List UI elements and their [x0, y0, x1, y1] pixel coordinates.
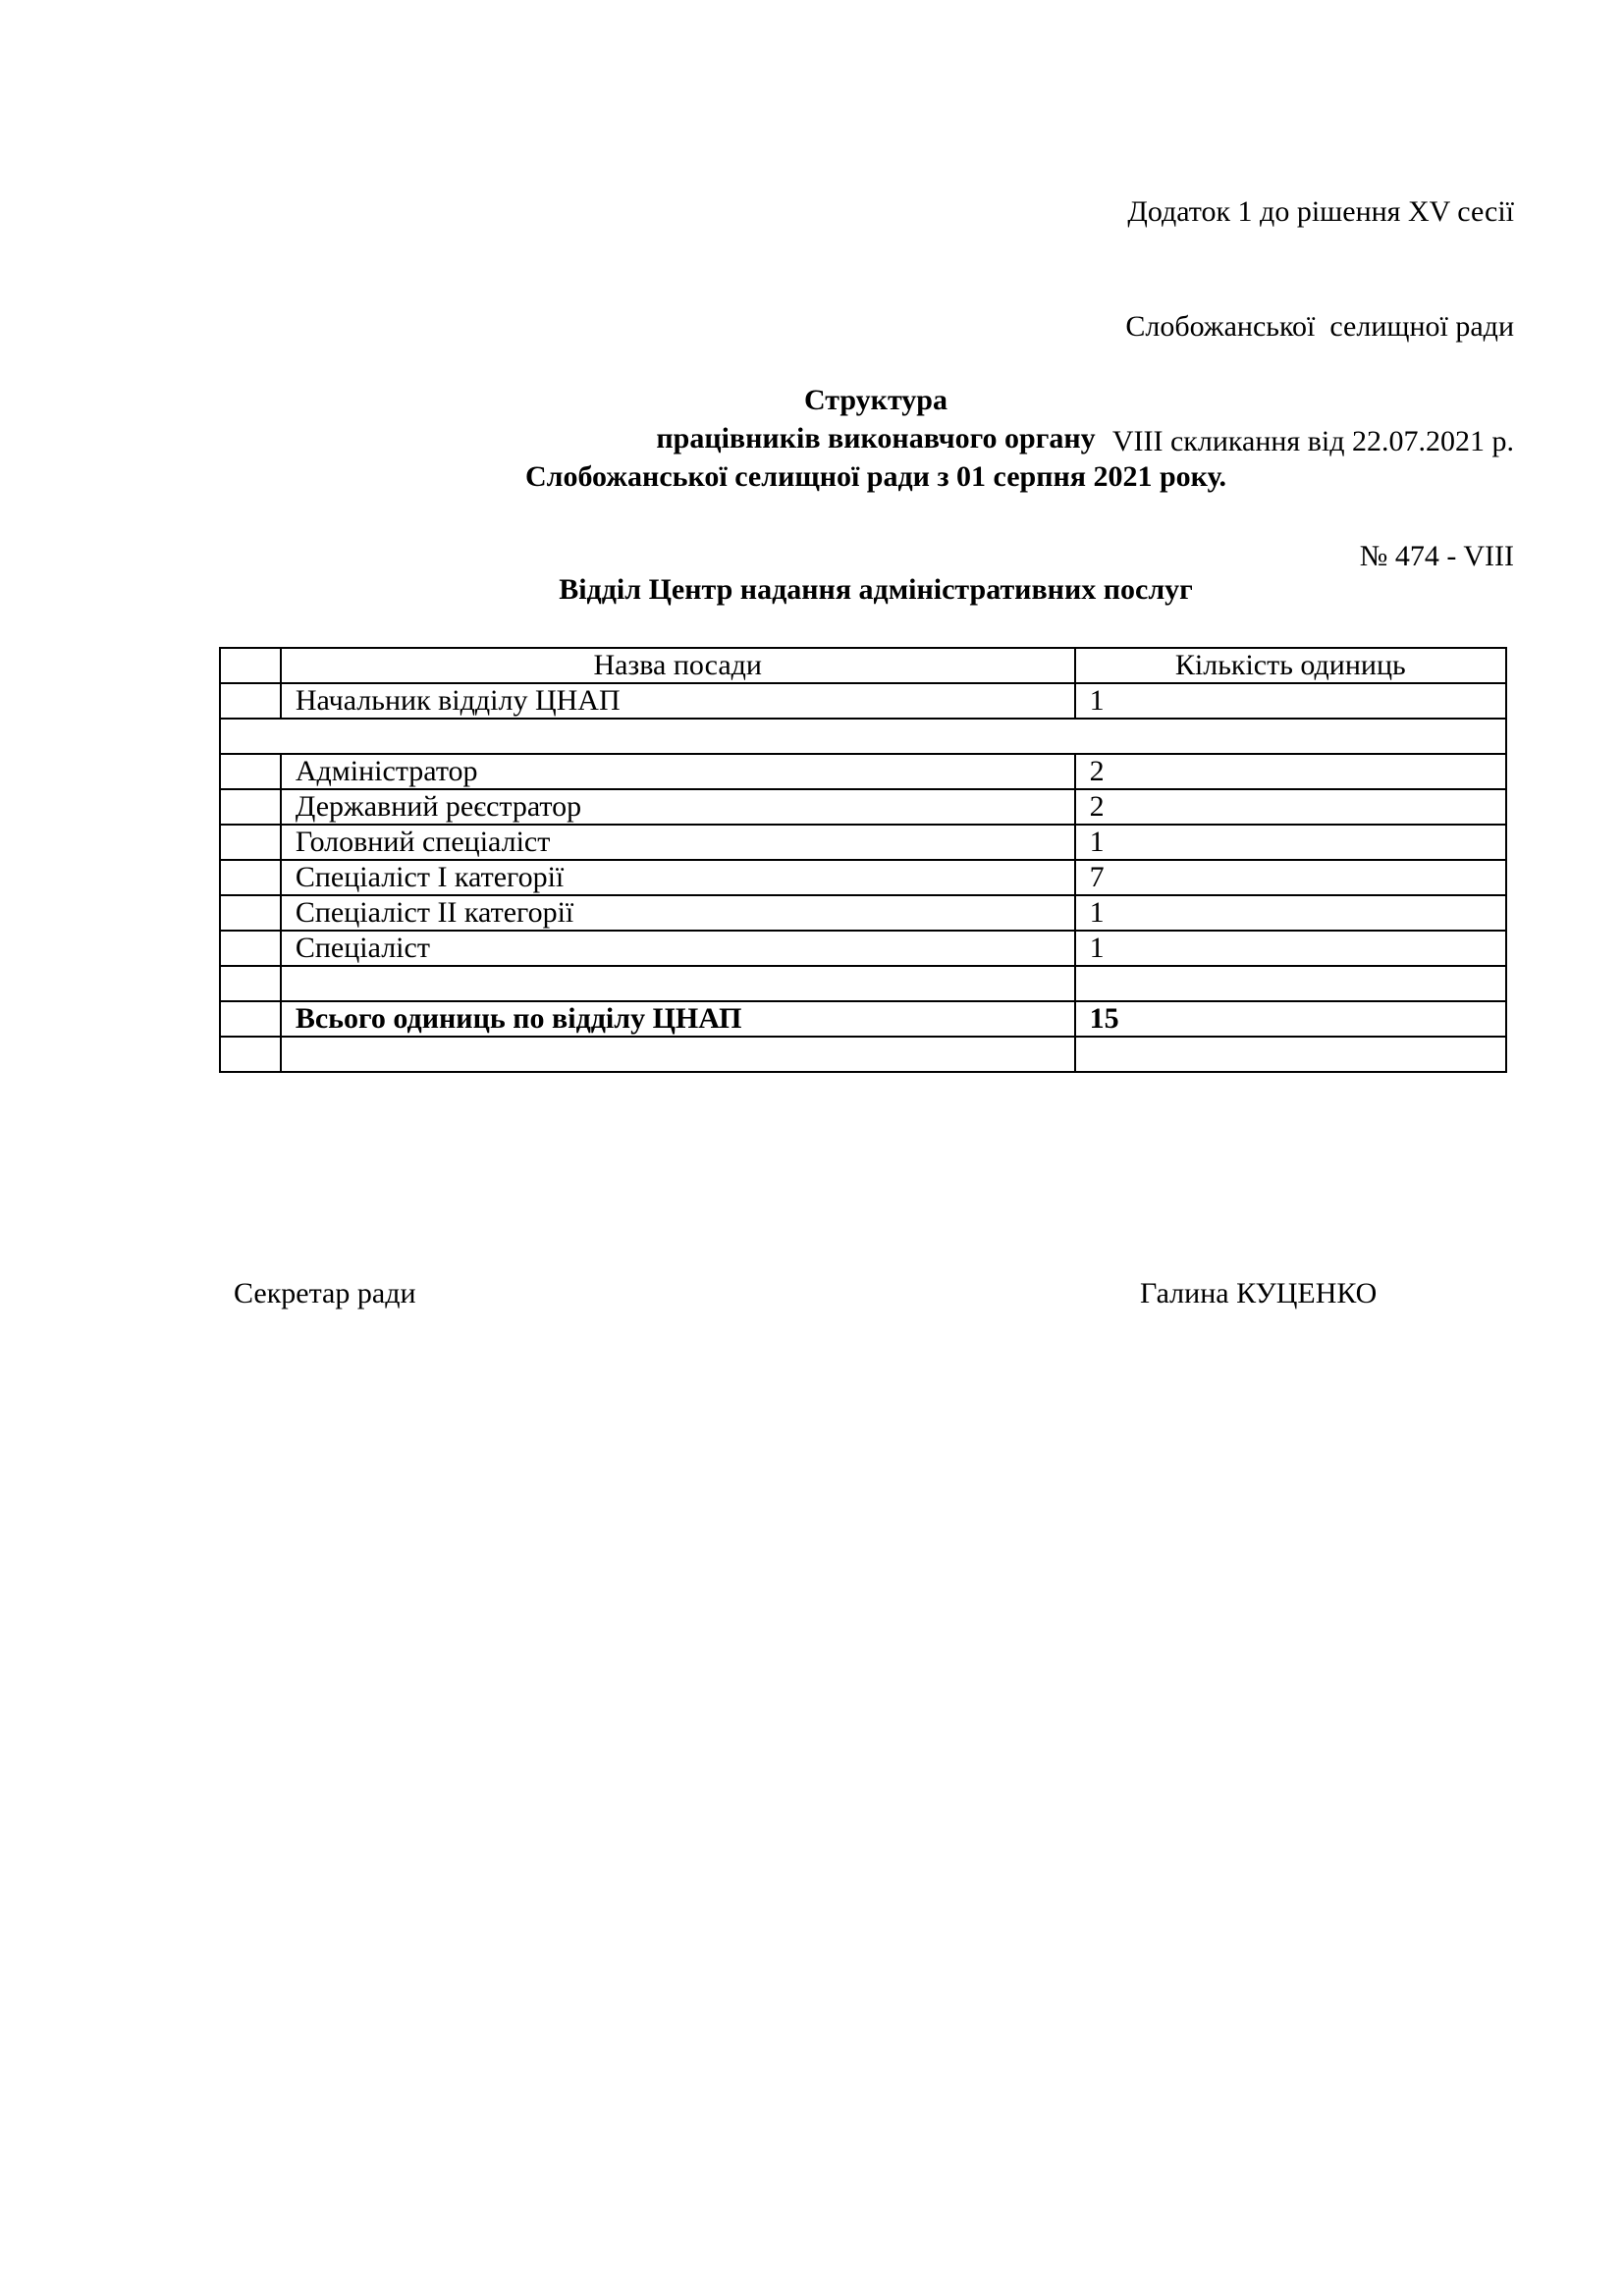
row-num-cell [220, 789, 281, 825]
row-num-cell [220, 860, 281, 895]
table-row [220, 683, 1506, 719]
header-num-cell [220, 648, 281, 683]
row-num-cell [220, 1001, 281, 1037]
row-num-cell [220, 825, 281, 860]
spacer-cell [220, 719, 1506, 754]
row-num-cell [220, 966, 281, 1001]
count-cell [1075, 1037, 1506, 1072]
count-cell: 2 [1075, 789, 1506, 825]
table-row [220, 825, 1506, 860]
row-num-cell [220, 895, 281, 931]
position-cell: Головний спеціаліст [281, 825, 1075, 860]
title-line: працівників виконавчого органу [656, 422, 1096, 454]
count-cell [1075, 966, 1506, 1001]
table-total-row [220, 1001, 1506, 1037]
addendum-line: Слобожанської селищної ради [1125, 310, 1514, 343]
count-cell: 1 [1075, 931, 1506, 966]
title-line: Структура [804, 384, 947, 416]
header-position-cell: Назва посади [281, 648, 1075, 683]
addendum-line: VIII скликання від 22.07.2021 р. [1111, 425, 1514, 457]
table-empty-row [220, 1037, 1506, 1072]
header-count-cell: Кількість одиниць [1075, 648, 1506, 683]
position-cell [281, 966, 1075, 1001]
total-label-cell: Всього одиниць по відділу ЦНАП [281, 1001, 1075, 1037]
position-cell: Начальник відділу ЦНАП [281, 683, 1075, 719]
position-cell [281, 1037, 1075, 1072]
total-count-cell: 15 [1075, 1001, 1506, 1037]
staff-table [219, 647, 1507, 1073]
position-cell: Державний реєстратор [281, 789, 1075, 825]
count-cell: 1 [1075, 825, 1506, 860]
addendum-block [1112, 116, 1514, 614]
table-row [220, 860, 1506, 895]
count-cell: 2 [1075, 754, 1506, 789]
table-row [220, 931, 1506, 966]
row-num-cell [220, 683, 281, 719]
count-cell: 7 [1075, 860, 1506, 895]
count-cell: 1 [1075, 895, 1506, 931]
position-cell: Адміністратор [281, 754, 1075, 789]
signature-role: Секретар ради [234, 1277, 416, 1309]
table-row [220, 754, 1506, 789]
table-row [220, 895, 1506, 931]
table-empty-row [220, 966, 1506, 1001]
row-num-cell [220, 754, 281, 789]
row-num-cell [220, 1037, 281, 1072]
document-title [0, 381, 1624, 496]
position-cell: Спеціаліст [281, 931, 1075, 966]
table-row [220, 789, 1506, 825]
addendum-line: № 474 - VIII [1359, 540, 1514, 572]
count-cell: 1 [1075, 683, 1506, 719]
position-cell: Спеціаліст ІІ категорії [281, 895, 1075, 931]
row-num-cell [220, 931, 281, 966]
title-line: Слобожанської селищної ради з 01 серпня 2021 року. [524, 460, 1227, 493]
table-spacer-row [220, 719, 1506, 754]
table-header-row [220, 648, 1506, 683]
signature-name: Галина КУЦЕНКО [1140, 1277, 1378, 1309]
position-cell: Спеціаліст І категорії [281, 860, 1075, 895]
department-title: Відділ Центр надання адміністративних послуг [559, 573, 1193, 606]
addendum-line: Додаток 1 до рішення XV сесії [1127, 195, 1514, 228]
